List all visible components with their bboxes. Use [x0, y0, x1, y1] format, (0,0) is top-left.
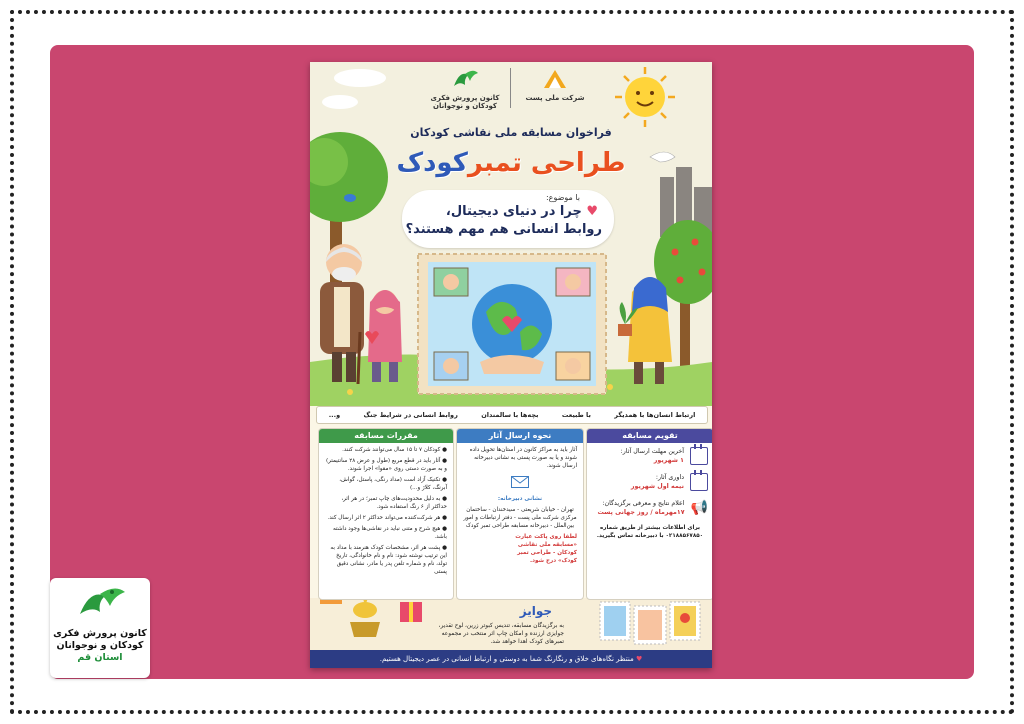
megaphone-icon: 📢: [690, 500, 708, 516]
rule-item: ● به دلیل محدودیت‌های چاپ تمبر؛ در هر اثر، حداکثر از ۶ رنگ استفاده شود.: [341, 496, 447, 510]
prizes-section: [318, 602, 704, 650]
rule-item: ● هر شرکت‌کننده می‌تواند حداکثر ۲ اثر ارسال کند.: [327, 515, 447, 521]
kanoon-qom-logo-card: [50, 578, 150, 678]
calendar-section: [586, 428, 712, 600]
prizes-title: جوایز: [519, 604, 552, 618]
calendar-icon: [690, 473, 708, 491]
poster-subtitle: فراخوان مسابقه ملی نقاشی کودکان: [410, 126, 612, 139]
rule-item: ● کودکان ۷ تا ۱۵ سال می‌توانند شرکت کنند.: [342, 447, 447, 453]
calendar-contact-note: برای اطلاعات بیشتر از طریق شماره ۰۲۱۸۸۵۶۷۸۵۰ با دبیرخانه تماس بگیرید.: [596, 525, 704, 539]
heart-icon: ♥: [586, 204, 598, 219]
topic-item: بچه‌ها با سالمندان: [481, 411, 539, 419]
rule-item: ● هیچ شرح و متنی نباید در نقاشی‌ها وجود داشته باشد.: [333, 526, 447, 540]
logo-card-line3: استان قم: [77, 652, 123, 663]
rules-header: مقررات مسابقه: [319, 429, 453, 443]
submission-text: آثار باید به مراکز کانون در استان‌ها تحویل داده شوند و یا به صورت پستی به نشانی دبیرخانه ارسال شوند.: [469, 447, 577, 469]
calendar-icon: [690, 447, 708, 465]
kanoon-logo-icon: [450, 68, 480, 90]
envelope-icon: [457, 473, 583, 492]
submission-header: نحوه ارسال آثار: [457, 429, 583, 443]
calendar-deadline: آخرین مهلت ارسال آثار: ۱ شهریور: [587, 443, 712, 469]
rule-item: ● پشت هر اثر، مشخصات کودک هنرمند با مداد به این ترتیب نوشته شود: نام و نام خانوادگی، تاریخ تولد، نام و شماره تلفن پدر یا مادر، نشانی دقیق پستی: [330, 545, 447, 575]
calendar-results: 📢 اعلام نتایج و معرفی برگزیدگان: ۱۷مهرماه / روز جهانی پست: [597, 500, 708, 516]
topic-item: با طبیعت: [561, 411, 591, 419]
logo-card-line1: کانون پرورش فکری: [53, 628, 147, 639]
topic-item: و...: [328, 411, 341, 419]
poster-title: [310, 148, 712, 178]
theme-label: با موضوع:: [545, 193, 580, 202]
envelope-note: لطفا روی پاکت عبارت «مسابقه ملی نقاشی کودکان - طراحی تمبر کودک» درج شود.: [515, 534, 577, 564]
logo-divider: [510, 68, 511, 108]
calendar-judging: داوری آثار: نیمه اول شهریور: [587, 469, 712, 495]
rule-item: ● آثار باید در قطع مربع (طول و عرض ۲۸ سانتیمتر) و به صورت دستی روی «مقوا» اجرا شوند.: [325, 458, 447, 472]
theme-cloud: [402, 190, 614, 248]
calendar-header: تقویم مسابقه: [587, 429, 712, 443]
post-logo: شرکت ملی پست: [520, 68, 590, 102]
sponsor-logos: [430, 68, 590, 120]
prizes-description: به برگزیدگان مسابقه، تندیس کبوتر زرین، لوح تقدیر، جوایزی ارزنده و امکان چاپ اثر منتخب در مجموعه تمبرهای کودک اهدا خواهد شد.: [438, 623, 564, 645]
rule-item: ● تکنیک آزاد است (مداد رنگی، پاستل، گواش، آبرنگ، کلاژ و...): [339, 477, 447, 491]
kanoon-bird-logo-icon: [70, 584, 130, 624]
title-part-stamp-design: طراحی تمبر: [467, 148, 626, 178]
theme-question-line2: روابط انسانی هم مهم هستند؟: [405, 222, 602, 237]
topic-item: ارتباط انسان‌ها با همدیگر: [614, 411, 696, 419]
competition-poster: [310, 62, 712, 668]
rules-section: [318, 428, 454, 600]
logo-card-line2: کودکان و نوجوانان: [56, 640, 144, 651]
post-company-logo-icon: [542, 68, 568, 90]
address-label: نشانی دبیرخانه:: [497, 496, 543, 502]
submission-section: [456, 428, 584, 600]
title-part-child: کودک: [396, 148, 468, 178]
theme-question-line1: ♥ چرا در دنیای دیجیتال،: [445, 204, 598, 219]
topic-item: روابط انسانی در شرایط جنگ: [363, 411, 458, 419]
poster-footer: ♥ منتظر نگاه‌های خلاق و رنگارنگ شما به دوستی و ارتباط انسانی در عصر دیجیتال هستیم.: [310, 650, 712, 668]
address-text: تهران - خیابان شریعتی - سیدخندان - ساختمان مرکزی شرکت ملی پست - دفتر ارتباطات و امور بین‌الملل - دبیرخانه مسابقه طراحی تمبر کودک: [463, 507, 577, 529]
stamp-artwork: [418, 254, 606, 394]
heart-icon: ♥: [636, 655, 643, 663]
topics-bar: [316, 406, 708, 424]
kanoon-logo: کانون پرورش فکری کودکان و نوجوانان: [430, 68, 500, 110]
